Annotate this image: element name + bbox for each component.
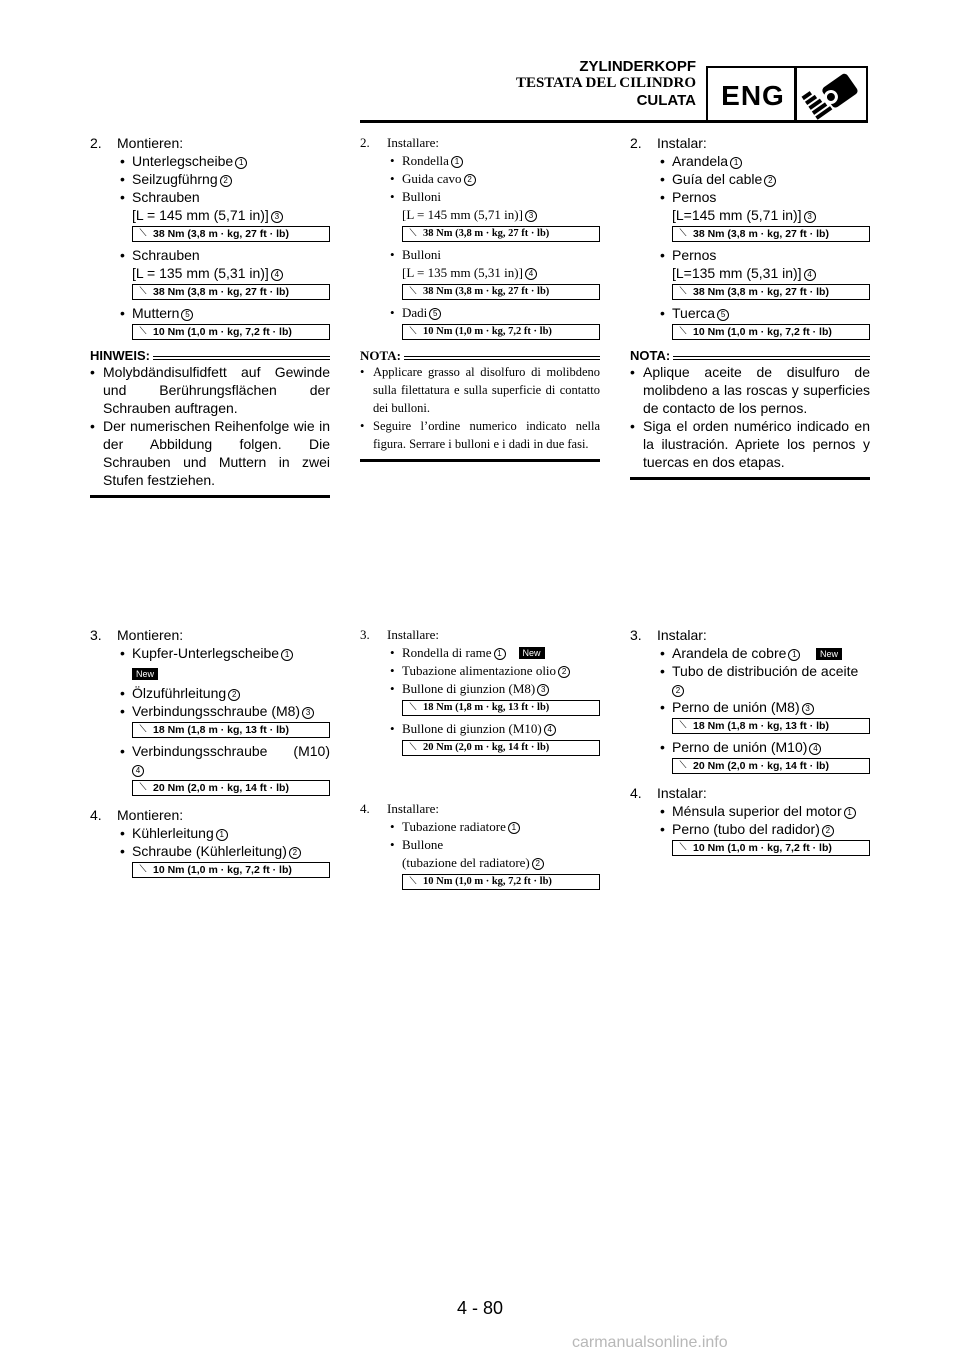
list-item: • Bullone — [360, 836, 600, 854]
callout-marker: 2 — [822, 825, 834, 837]
torque-wrench-icon: ⟍ — [679, 326, 687, 337]
note-item: • Molybdändisulfidfett auf Gewinde und Berührungsflächen der Schrauben auftragen. — [90, 363, 330, 417]
torque-wrench-icon: ⟍ — [139, 286, 147, 297]
callout-marker: 2 — [532, 858, 544, 870]
torque-wrench-icon: ⟍ — [409, 228, 417, 239]
list-item: • Arandela 1 — [630, 152, 870, 170]
note-header: HINWEIS: — [90, 348, 330, 363]
list-item: • Ménsula superior del motor 1 — [630, 802, 870, 820]
callout-marker: 1 — [494, 648, 506, 660]
torque-wrench-icon: ⟍ — [679, 286, 687, 297]
callout-marker: 3 — [271, 211, 283, 223]
list-item: • Guía del cable 2 — [630, 170, 870, 188]
new-part-badge: New — [519, 647, 545, 659]
torque-spec: ⟍ 20 Nm (2,0 m · kg, 14 ft · lb) — [402, 740, 600, 756]
torque-wrench-icon: ⟍ — [409, 702, 417, 713]
torque-wrench-icon: ⟍ — [139, 782, 147, 793]
callout-marker: 2 — [672, 685, 684, 697]
list-item: • Schraube (Kühlerleitung) 2 — [90, 842, 330, 860]
callout-marker: 4 — [525, 268, 537, 280]
torque-spec: ⟍ 18 Nm (1,8 m · kg, 13 ft · lb) — [402, 700, 600, 716]
torque-spec: ⟍ 20 Nm (2,0 m · kg, 14 ft · lb) — [132, 780, 330, 796]
torque-spec: ⟍ 18 Nm (1,8 m · kg, 13 ft · lb) — [672, 718, 870, 734]
note-end-rule — [360, 459, 600, 462]
torque-spec: ⟍ 38 Nm (3,8 m · kg, 27 ft · lb) — [132, 226, 330, 242]
torque-wrench-icon: ⟍ — [139, 864, 147, 875]
step-header: 3. Installare: — [360, 627, 439, 642]
column-it-step2: 2. Installare: • Rondella 1 • Guida cavo 2 • Bulloni [L = 145 mm (5,71 in)] 3 ⟍ 38 Nm (3,8 m · kg, 27 ft · lb) • Bulloni [L = 135 mm (5,31 in)] 4 ⟍ 38 Nm (3,8 m · kg, 27 ft · lb) • Dadi 5 ⟍ 10 Nm (1,0 m · kg, 7,2 ft · lb) NOTA: • Applicare grasso al disolfuro di molibdeno sulla filettatura e sulla superficie di contatto dei bulloni. • Seguire l’ordine numerico indicato nella figura. Serrare i bulloni e i dadi in due fasi. — [360, 134, 600, 462]
header-title-it: TESTATA DEL CILINDRO — [515, 75, 696, 91]
list-item: • Muttern 5 — [90, 304, 330, 322]
callout-marker: 1 — [730, 157, 742, 169]
torque-spec: ⟍ 10 Nm (1,0 m · kg, 7,2 ft · lb) — [672, 840, 870, 856]
callout-marker: 4 — [132, 765, 144, 777]
torque-spec: ⟍ 20 Nm (2,0 m · kg, 14 ft · lb) — [672, 758, 870, 774]
list-item: • Tubo de distribución de aceite — [630, 662, 870, 680]
callout-marker: 5 — [717, 309, 729, 321]
torque-wrench-icon: ⟍ — [679, 760, 687, 771]
list-item: • Dadi 5 — [360, 304, 600, 322]
note-item: • Aplique aceite de disulfuro de molibdeno a las roscas y superficies de contacto de los pernos. — [630, 363, 870, 417]
callout-marker: 3 — [537, 684, 549, 696]
step-header: 3. Instalar: — [630, 627, 707, 643]
list-item: • Bullone di giunzion (M8) 3 — [360, 680, 600, 698]
list-item: • Rondella di rame 1 New — [360, 644, 600, 662]
callout-marker: 2 — [464, 174, 476, 186]
callout-marker: 1 — [281, 649, 293, 661]
torque-spec: ⟍ 18 Nm (1,8 m · kg, 13 ft · lb) — [132, 722, 330, 738]
header-title-es: CULATA — [636, 92, 696, 109]
list-item: • Bullone di giunzion (M10) 4 — [360, 720, 600, 738]
list-item: • Arandela de cobre 1 New — [630, 644, 870, 662]
callout-marker: 3 — [525, 210, 537, 222]
callout-marker: 1 — [788, 649, 800, 661]
torque-spec: ⟍ 38 Nm (3,8 m · kg, 27 ft · lb) — [672, 284, 870, 300]
torque-wrench-icon: ⟍ — [409, 876, 417, 887]
torque-wrench-icon: ⟍ — [139, 326, 147, 337]
new-part-badge: New — [816, 648, 842, 660]
note-item: • Der numerischen Reihenfolge wie in der Abbildung folgen. Die Schrauben und Muttern in zwei Stufen festziehen. — [90, 417, 330, 489]
list-item: • Verbindungsschraube (M8) 3 — [90, 702, 330, 720]
callout-marker: 2 — [558, 666, 570, 678]
callout-marker: 1 — [451, 156, 463, 168]
list-item: • Pernos — [630, 246, 870, 264]
note-item: • Seguire l’ordine numerico indicato nella figura. Serrare i bulloni e i dadi in due fasi. — [360, 417, 600, 453]
torque-wrench-icon: ⟍ — [139, 228, 147, 239]
torque-wrench-icon: ⟍ — [679, 842, 687, 853]
list-item: • Tuerca 5 — [630, 304, 870, 322]
torque-wrench-icon: ⟍ — [139, 724, 147, 735]
list-item: • Kühlerleitung 1 — [90, 824, 330, 842]
callout-marker: 3 — [302, 707, 314, 719]
watermark: carmanualsonline.info — [572, 1334, 728, 1351]
step-header: 2. Instalar: — [630, 135, 707, 151]
torque-spec: ⟍ 38 Nm (3,8 m · kg, 27 ft · lb) — [402, 226, 600, 242]
torque-wrench-icon: ⟍ — [409, 742, 417, 753]
callout-marker: 2 — [289, 847, 301, 859]
list-item: • Bulloni — [360, 188, 600, 206]
list-item: • Perno (tubo del radidor) 2 — [630, 820, 870, 838]
callout-marker: 4 — [544, 724, 556, 736]
callout-marker: 3 — [804, 211, 816, 223]
note-end-rule — [630, 477, 870, 480]
callout-marker: 5 — [181, 309, 193, 321]
list-item: • Verbindungsschraube (M10) — [90, 742, 330, 760]
step-header: 4. Montieren: — [90, 807, 184, 823]
engine-cylinder-icon — [800, 70, 864, 120]
torque-spec: ⟍ 10 Nm (1,0 m · kg, 7,2 ft · lb) — [402, 874, 600, 890]
callout-marker: 3 — [802, 703, 814, 715]
column-es-steps34 — [630, 626, 870, 860]
callout-marker: 4 — [271, 269, 283, 281]
callout-marker: 5 — [429, 308, 441, 320]
torque-spec: ⟍ 10 Nm (1,0 m · kg, 7,2 ft · lb) — [402, 324, 600, 340]
torque-spec: ⟍ 10 Nm (1,0 m · kg, 7,2 ft · lb) — [132, 862, 330, 878]
torque-wrench-icon: ⟍ — [679, 720, 687, 731]
list-item: • Tubazione alimentazione olio 2 — [360, 662, 600, 680]
step-header: 4. Instalar: — [630, 785, 707, 801]
column-it-steps34: 3. Installare: • Rondella di rame 1 New • Tubazione alimentazione olio 2 • Bullone di giunzion (M8) 3 ⟍ 18 Nm (1,8 m · kg, 13 ft · lb) • Bullone di giunzion (M10) 4 ⟍ 20 Nm (2,0 m · kg, 14 ft · lb) 4. Installare: • Tubazione radiatore 1 • Bullone (tubazione del radiatore) 2 ⟍ 10 Nm (1,0 m · kg, 7,2 ft · lb) — [360, 626, 600, 894]
note-item: • Applicare grasso al disolfuro di molibdeno sulla filettatura e sulla superficie di contatto dei bulloni. — [360, 363, 600, 417]
column-es-step2: 2. Instalar: • Arandela 1 • Guía del cable 2 • Pernos [L=145 mm (5,71 in)] 3 ⟍ 38 Nm (3,8 m · kg, 27 ft · lb) • Pernos [L=135 mm (5,31 in)] 4 ⟍ 38 Nm (3,8 m · kg, 27 ft · lb) • Tuerca 5 ⟍ 10 Nm (1,0 m · kg, 7,2 ft · lb) NOTA: • Aplique aceite de disulfuro de molibdeno a las roscas y superficies de contacto de los pernos. • Siga el orden numérico indicado en la ilustración. Apriete los pernos y tuercas en dos etapas. — [630, 134, 870, 480]
step-header: 3. Montieren: — [90, 627, 184, 643]
list-item: • Unterlegscheibe 1 — [90, 152, 330, 170]
note-end-rule — [90, 495, 330, 498]
section-tab — [706, 66, 868, 123]
torque-spec: ⟍ 38 Nm (3,8 m · kg, 27 ft · lb) — [672, 226, 870, 242]
torque-wrench-icon: ⟍ — [409, 326, 417, 337]
list-item: • Perno de unión (M10) 4 — [630, 738, 870, 756]
callout-marker: 2 — [764, 175, 776, 187]
callout-marker: 2 — [228, 689, 240, 701]
list-item: • Pernos — [630, 188, 870, 206]
note-item: • Siga el orden numérico indicado en la ilustración. Apriete los pernos y tuercas en dos etapas. — [630, 417, 870, 471]
torque-spec: ⟍ 38 Nm (3,8 m · kg, 27 ft · lb) — [132, 284, 330, 300]
column-de-step2: 2. Montieren: • Unterlegscheibe 1 • Seilzugführng 2 • Schrauben [L = 145 mm (5,71 in)] 3 ⟍ 38 Nm (3,8 m · kg, 27 ft · lb) • Schrauben [L = 135 mm (5,31 in)] 4 ⟍ 38 Nm (3,8 m · kg, 27 ft · lb) • Muttern 5 ⟍ 10 Nm (1,0 m · kg, 7,2 ft · lb) HINWEIS: • Molybdändisulfidfett auf Gewinde und Berührungsflächen der Schrauben auftragen. • Der numerischen Reihenfolge wie in der Abbildung folgen. Die Schrauben und Muttern in zwei Stufen festziehen. — [90, 134, 330, 498]
callout-marker: 4 — [804, 269, 816, 281]
callout-marker: 2 — [220, 175, 232, 187]
new-part-badge: New — [132, 668, 158, 680]
header-title-de: ZYLINDERKOPF — [579, 58, 696, 75]
callout-marker: 1 — [216, 829, 228, 841]
list-item: • Schrauben — [90, 246, 330, 264]
callout-marker: 1 — [508, 822, 520, 834]
list-item: • Rondella 1 — [360, 152, 600, 170]
list-item: • Guida cavo 2 — [360, 170, 600, 188]
column-de-steps34 — [90, 626, 330, 882]
torque-wrench-icon: ⟍ — [679, 228, 687, 239]
list-item: • Seilzugführng 2 — [90, 170, 330, 188]
list-item: • Perno de unión (M8) 3 — [630, 698, 870, 716]
torque-spec: ⟍ 10 Nm (1,0 m · kg, 7,2 ft · lb) — [132, 324, 330, 340]
torque-wrench-icon: ⟍ — [409, 286, 417, 297]
callout-marker: 1 — [844, 807, 856, 819]
callout-marker: 4 — [809, 743, 821, 755]
torque-spec: ⟍ 38 Nm (3,8 m · kg, 27 ft · lb) — [402, 284, 600, 300]
torque-spec: ⟍ 10 Nm (1,0 m · kg, 7,2 ft · lb) — [672, 324, 870, 340]
step-header: 4. Installare: — [360, 801, 439, 816]
section-label: ENG — [721, 80, 785, 111]
step-header: 2. Installare: — [360, 135, 439, 150]
list-item: • Schrauben — [90, 188, 330, 206]
callout-marker: 1 — [235, 157, 247, 169]
page-number: 4 - 80 — [456, 1298, 504, 1318]
step-header: 2. Montieren: — [90, 135, 184, 151]
note-header: NOTA: — [630, 348, 870, 363]
list-item: • Tubazione radiatore 1 — [360, 818, 600, 836]
page-header-titles — [516, 58, 696, 109]
list-item: • Bulloni — [360, 246, 600, 264]
list-item: • Ölzuführleitung 2 — [90, 684, 330, 702]
list-item: • Kupfer-Unterlegscheibe 1 — [90, 644, 330, 662]
note-header: NOTA: — [360, 348, 600, 363]
